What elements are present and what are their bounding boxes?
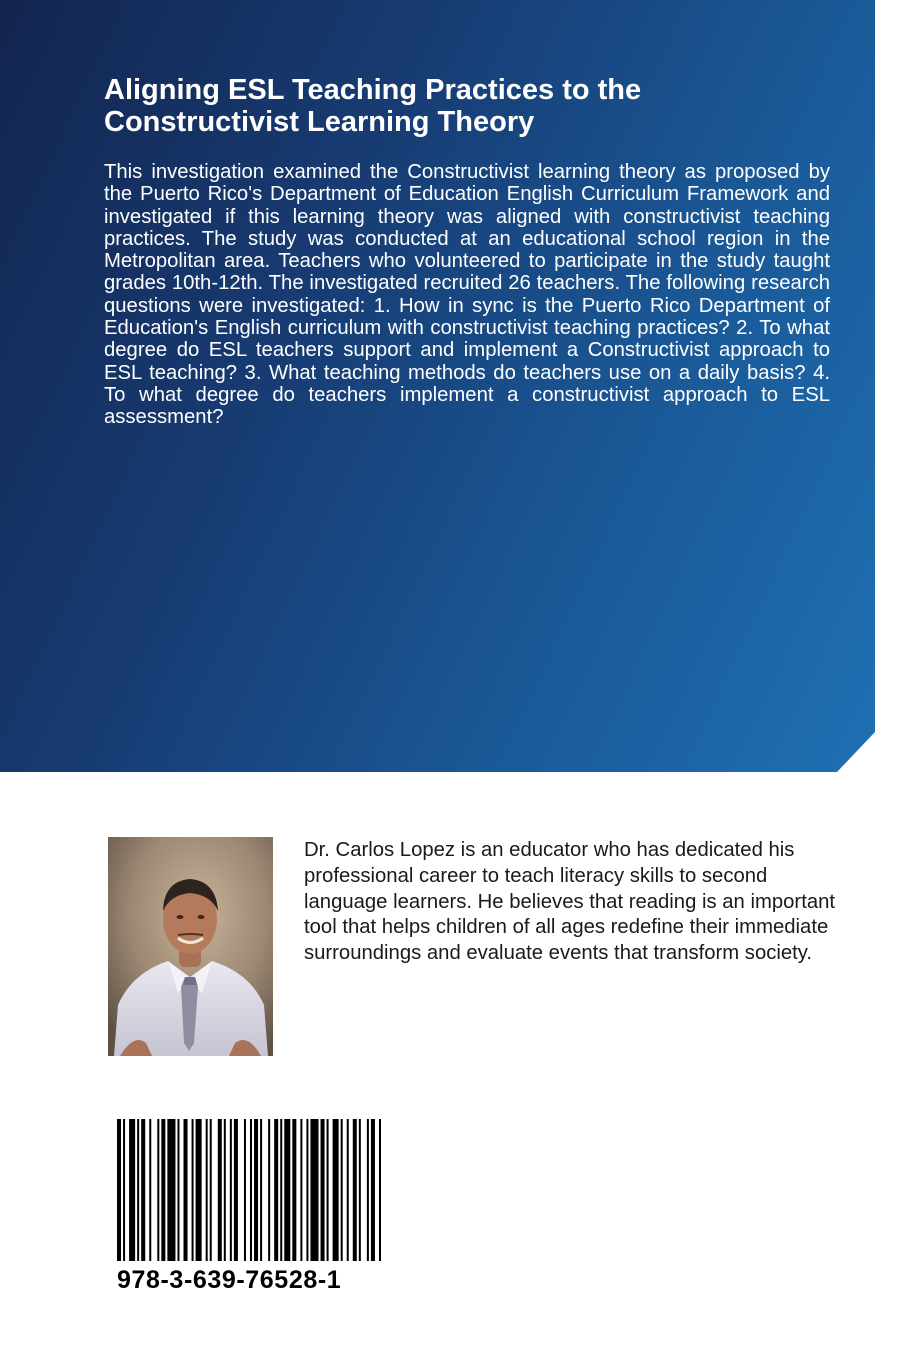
- barcode-bar: [359, 1119, 361, 1261]
- author-bio: Dr. Carlos Lopez is an educator who has dedicated his professional career to teach literacy skills to second language learners. He believes that reading is an important tool that helps children of all ages redefine their immediate surroundings and evaluate events that transform society.: [304, 839, 836, 965]
- barcode-bar: [367, 1119, 369, 1261]
- barcode-bar: [327, 1119, 329, 1261]
- barcode-bar: [177, 1119, 179, 1261]
- barcode-bar: [137, 1119, 139, 1261]
- barcode-bar: [192, 1119, 194, 1261]
- barcode-bar: [341, 1119, 343, 1261]
- barcode-bar: [306, 1119, 308, 1261]
- barcode-bar: [300, 1119, 302, 1261]
- barcode-bar: [123, 1119, 125, 1261]
- barcode-bar: [268, 1119, 270, 1261]
- barcode-bar: [321, 1119, 325, 1261]
- isbn-barcode: [117, 1119, 383, 1261]
- barcode-bar: [141, 1119, 145, 1261]
- barcode-bar: [224, 1119, 226, 1261]
- barcode-bar: [149, 1119, 151, 1261]
- barcode-bar: [218, 1119, 222, 1261]
- barcode-bar: [280, 1119, 282, 1261]
- barcode-bar: [292, 1119, 296, 1261]
- book-title: [104, 74, 834, 138]
- barcode-bar: [379, 1119, 381, 1261]
- barcode-bar: [129, 1119, 135, 1261]
- barcode-bar: [353, 1119, 357, 1261]
- barcode-bar: [117, 1119, 121, 1261]
- barcode-bar: [184, 1119, 188, 1261]
- barcode-bar: [161, 1119, 165, 1261]
- barcode-bar: [260, 1119, 262, 1261]
- barcode-bar: [157, 1119, 159, 1261]
- barcode-bar: [310, 1119, 318, 1261]
- barcode-bar: [333, 1119, 339, 1261]
- title-line-1: Aligning ESL Teaching Practices to the: [104, 74, 642, 106]
- author-photo: [108, 837, 273, 1056]
- barcode-bar: [234, 1119, 238, 1261]
- barcode-bar: [347, 1119, 349, 1261]
- barcode-bar: [206, 1119, 208, 1261]
- isbn-number: 978-3-639-76528-1: [117, 1266, 342, 1294]
- barcode-bar: [196, 1119, 202, 1261]
- barcode-bar: [284, 1119, 290, 1261]
- barcode-bar: [167, 1119, 175, 1261]
- barcode-bar: [250, 1119, 252, 1261]
- barcode-bar: [254, 1119, 258, 1261]
- title-line-2: Constructivist Learning Theory: [104, 106, 535, 138]
- barcode-bar: [274, 1119, 278, 1261]
- barcode-bar: [244, 1119, 246, 1261]
- book-abstract: This investigation examined the Constructivist learning theory as proposed by the Puerto Rico's Department of Education English Curriculum Framework and investigated if this learning theory was aligned with constructivist teaching practices. The study was conducted at an educational school region in the Metropolitan area. Teachers who volunteered to participate in the study taught grades 10th-12th. The investigated recruited 26 teachers. The following research questions were investigated: 1. How in sync is the Puerto Rico Department of Education's English curriculum with constructivist teaching practices? 2. To what degree do ESL teachers support and implement a Constructivist approach to ESL teaching? 3. What teaching methods do teachers use on a daily basis? 4. To what degree do teachers implement a constructivist approach to ESL assessment?: [104, 161, 830, 429]
- barcode-bar: [210, 1119, 212, 1261]
- barcode-bar: [371, 1119, 375, 1261]
- barcode-bar: [230, 1119, 232, 1261]
